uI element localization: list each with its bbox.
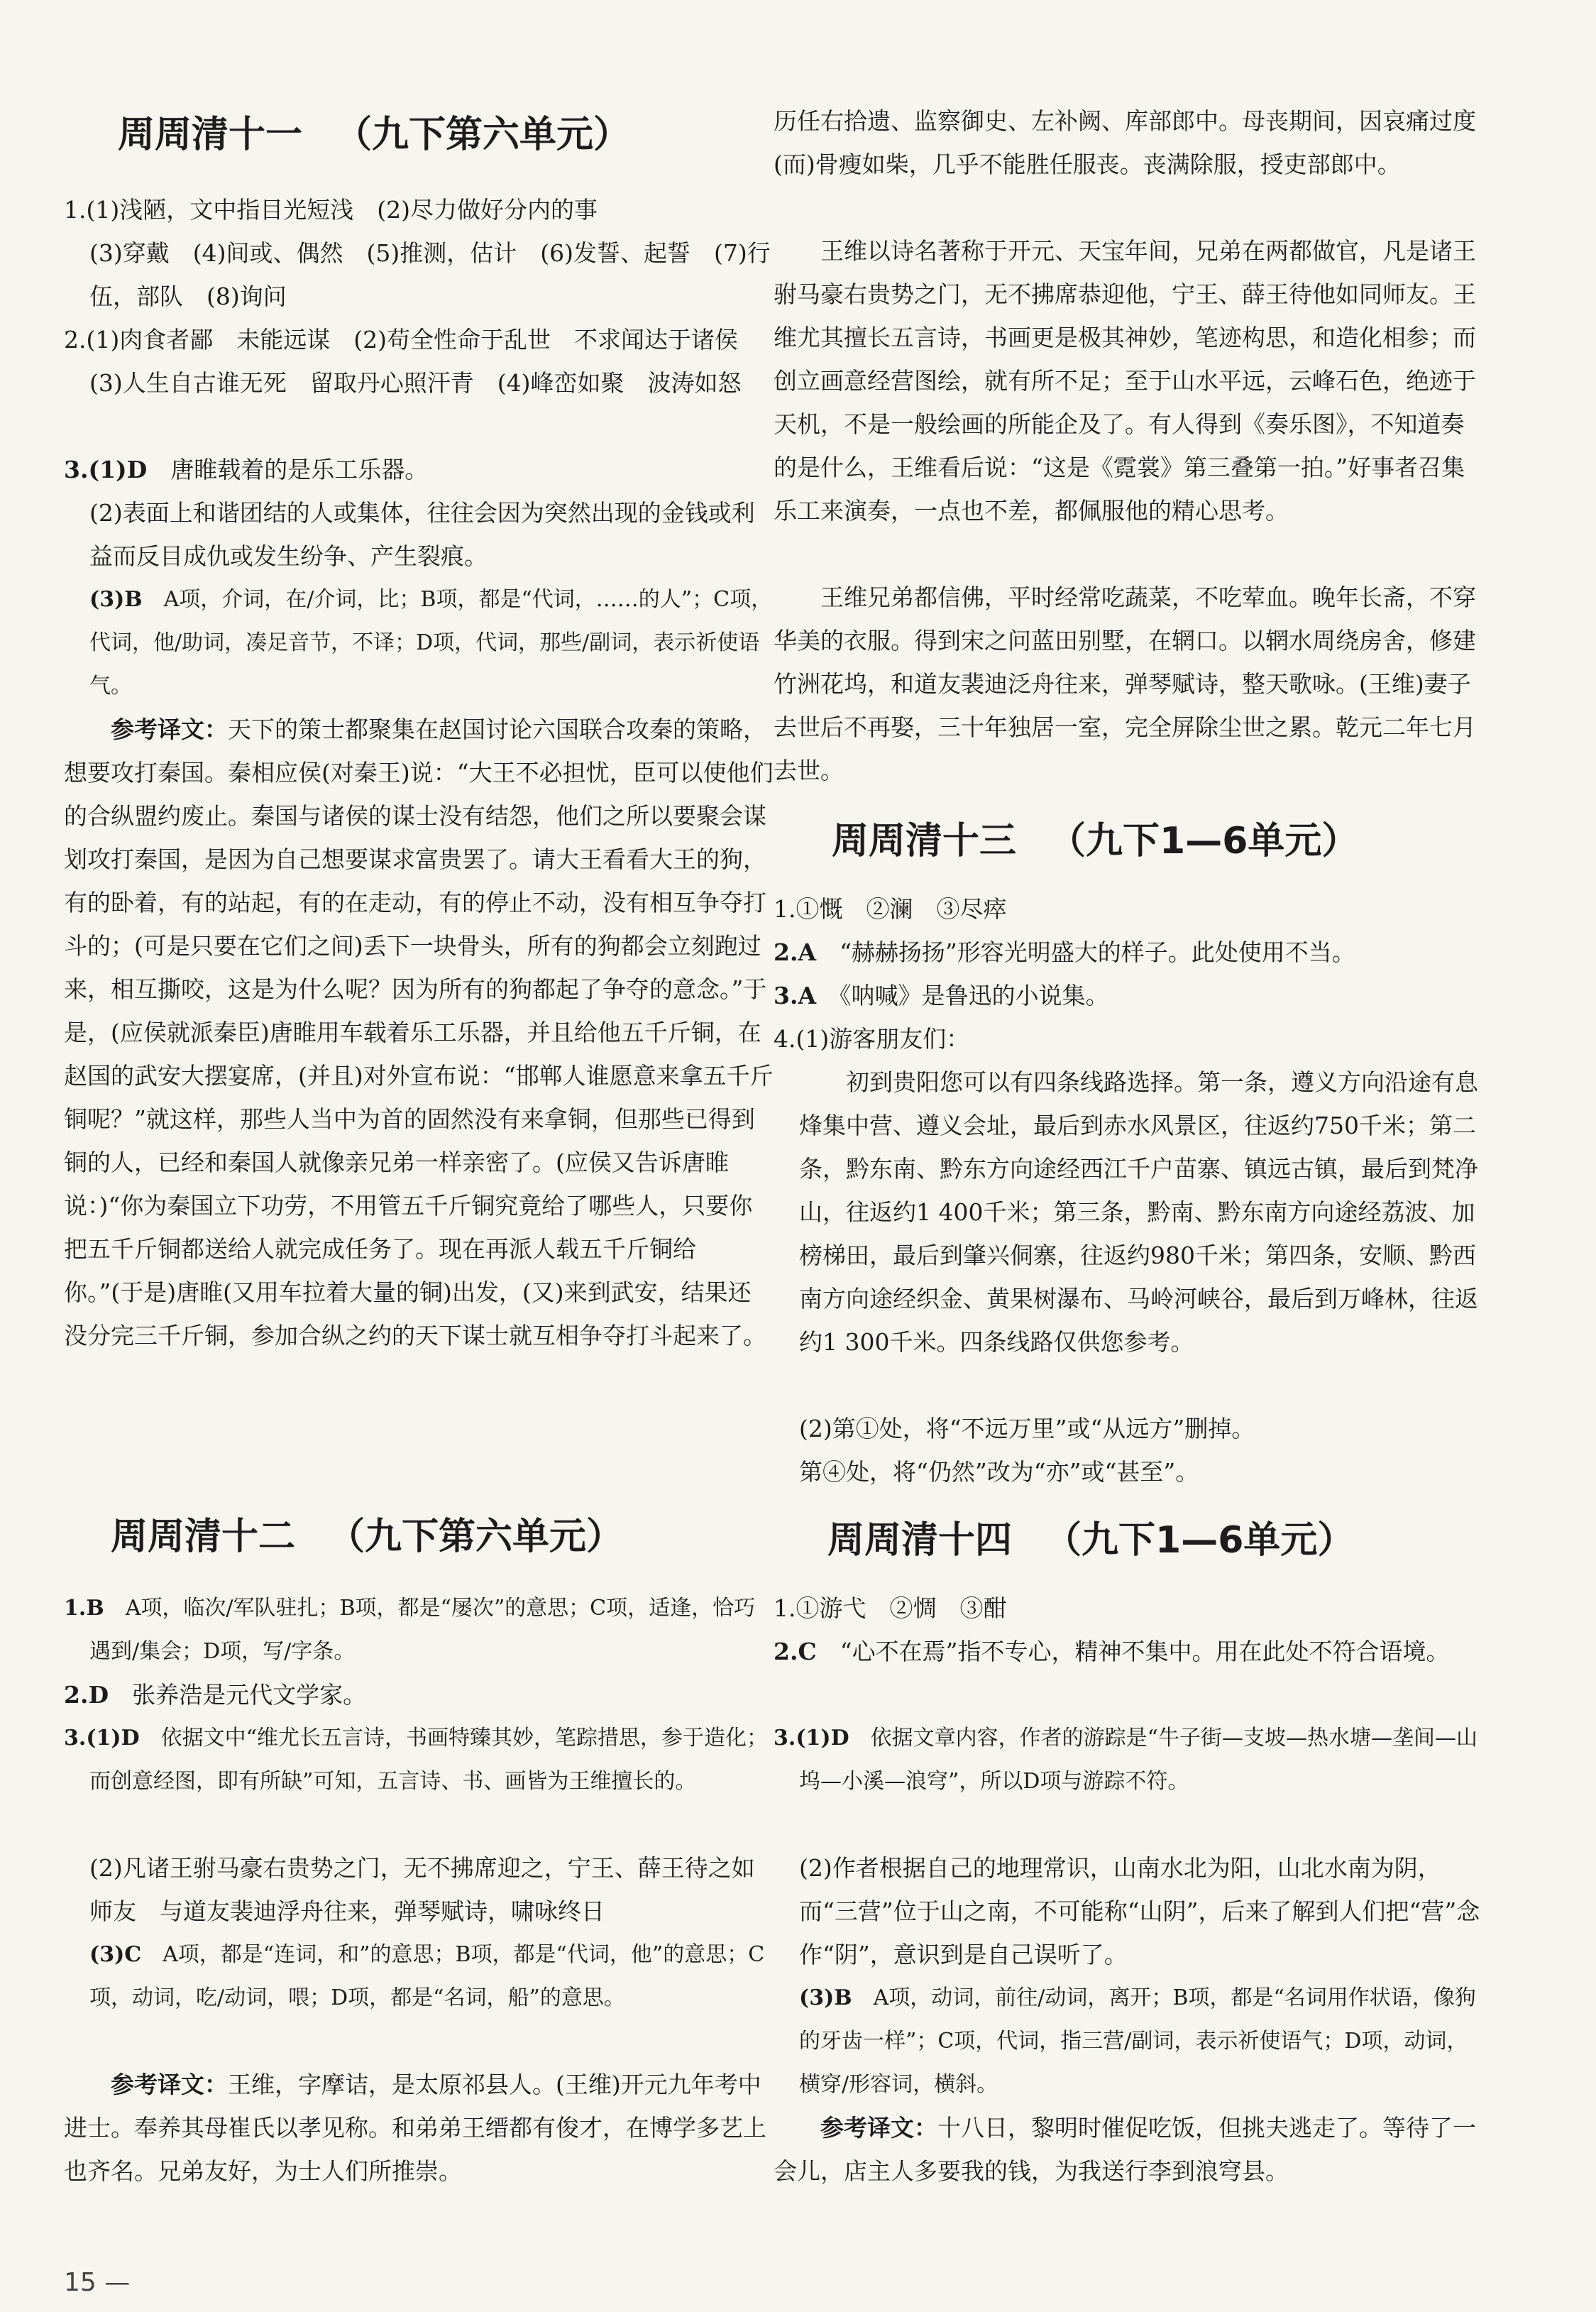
s12-q3-3: (3)C A项，都是“连词，和”的意思；B项，都是“代词，他”的意思；C项，动词，吃/动词，喂；D项，都是“名词，船”的意思。 [89,1942,765,2010]
s13-q4-1: 4.(1)游客朋友们： [774,1025,970,1053]
s13-q4-2b: 第④处，将“仍然”改为“亦”或“甚至”。 [799,1458,1199,1486]
s14-q1: 1.①游弋 ②惆 ③酣 [774,1594,1007,1622]
section-13-heading: 周周清十三 （九下1—6单元） [832,820,1359,862]
s14-q3-1: 3.(1)D 依据文章内容，作者的游踪是“牛子街—支坡—热水塘—垄间—山坞—小溪—浪穹”，所以D项与游踪不符。 [774,1726,1477,1794]
s11-q2: 2.(1)肉食者鄙 未能远谋 (2)苟全性命于乱世 不求闻达于诸侯 (3)人生自古谁无死 留取丹心照汗青 (4)峰峦如聚 波涛如怒 [64,326,761,397]
s13-q2: 2.A “赫赫扬扬”形容光明盛大的样子。此处使用不当。 [774,938,1355,966]
s11-q3-3: (3)B A项，介词，在/介词，比；B项，都是“代词，……的人”；C项，代词，他/助词，凑足音节，不译；D项，代词，那些/副词，表示祈使语气。 [89,587,773,698]
s12-q3-1: 3.(1)D 依据文中“维尤长五言诗，书画特臻其妙，笔踪措思，参于造化；而创意经图，即有所缺”可知，五言诗、书、画皆为王维擅长的。 [64,1726,768,1794]
s14-translation: 参考译文：十八日，黎明时催促吃饭，但挑夫逃走了。等待了一会儿，店主人多要我的钱，为我送行李到浪穹县。 [774,2114,1476,2185]
s13-q1: 1.①慨 ②澜 ③尽瘁 [774,895,1007,923]
s11-q3-1: 3.(1)D 唐睢载着的是乐工乐器。 [64,456,429,483]
s12-translation-cont-1: 历任右拾遗、监察御史、左补阙、库部郎中。母丧期间，因哀痛过度(而)骨瘦如柴，几乎不能胜任服丧。丧满除服，授吏部郎中。 [774,107,1476,178]
s13-q4-2a: (2)第①处，将“不远万里”或“从远方”删掉。 [799,1415,1255,1442]
s13-q4-body: 初到贵阳您可以有四条线路选择。第一条，遵义方向沿途有息烽集中营、遵义会址，最后到赤水风景区，往返约750千米；第二条，黔东南、黔东方向途经西江千户苗寨、镇远古镇，最后到梵净山，往返约1 400千米；第三条，黔南、黔东南方向途经荔波、加榜梯田，最后到肇兴侗寨，往返约980千米；第四条，安顺、黔西南方向途经织金、黄果树瀑布、马岭河峡谷，最后到万峰林，往返约1 300千米。四条线路仅供您参考。 [799,1068,1478,1356]
s14-q3-2: (2)作者根据自己的地理常识，山南水北为阳，山北水南为阴，而“三营”位于山之南，不可能称“山阴”，后来了解到人们把“营”念作“阴”，意识到是自己误听了。 [799,1854,1480,1968]
s14-q3-3: (3)B A项，动词，前往/动词，离开；B项，都是“名词用作状语，像狗的牙齿一样”；C项，代词，指三营/副词，表示祈使语气；D项，动词，横穿/形容词，横斜。 [799,1985,1476,2097]
s12-translation: 参考译文：王维，字摩诘，是太原祁县人。(王维)开元九年考中进士。奉养其母崔氏以孝见称。和弟弟王缙都有俊才，在博学多艺上也齐名。兄弟友好，为士人们所推崇。 [64,2071,766,2185]
section-12-heading: 周周清十二 （九下第六单元） [111,1516,624,1558]
s13-q3: 3.A 《呐喊》是鲁迅的小说集。 [774,982,1109,1009]
section-14-heading: 周周清十四 （九下1—6单元） [827,1519,1355,1562]
s11-q1-line2: (3)穿戴 (4)间或、偶然 (5)推测，估计 (6)发誓、起誓 (7)行伍，部队 (8)询问 [89,239,771,310]
s11-translation: 参考译文：天下的策士都聚集在赵国讨论六国联合攻秦的策略，想要攻打秦国。秦相应侯(对秦王)说：“大王不必担忧，臣可以使他们的合纵盟约废止。秦国与诸侯的谋士没有结怨，他们之所以要聚会谋划攻打秦国，是因为自己想要谋求富贵罢了。请大王看看大王的狗，有的卧着，有的站起，有的在走动，有的停止不动，没有相互争夺打斗的；(可是只要在它们之间)丢下一块骨头，所有的狗都会立刻跑过来，相互撕咬，这是为什么呢？因为所有的狗都起了争夺的意念。”于是，(应侯就派秦臣)唐睢用车载着乐工乐器，并且给他五千斤铜，在赵国的武安大摆宴席，(并且)对外宣布说：“邯郸人谁愿意来拿五千斤铜呢？”就这样，那些人当中为首的固然没有来拿铜，但那些已得到铜的人，已经和秦国人就像亲兄弟一样亲密了。(应侯又告诉唐睢说：)“你为秦国立下功劳，不用管五千斤铜究竟给了哪些人，只要你把五千斤铜都送给人就完成任务了。现在再派人载五千斤铜给你。”(于是)唐睢(又用车拉着大量的铜)出发，(又)来到武安，结果还没分完三千斤铜，参加合纵之约的天下谋士就互相争夺打斗起来了。 [64,716,774,1349]
s12-translation-cont-3: 王维兄弟都信佛，平时经常吃蔬菜，不吃荤血。晚年长斋，不穿华美的衣服。得到宋之问蓝田别墅，在辋口。以辋水周绕房舍，修建竹洲花坞，和道友裴迪泛舟往来，弹琴赋诗，整天歌咏。(王维)妻子去世后不再娶，三十年独居一室，完全屏除尘世之累。乾元二年七月去世。 [774,584,1476,784]
s11-q3-2: (2)表面上和谐团结的人或集体，往往会因为突然出现的金钱或利益而反目成仇或发生纷争、产生裂痕。 [89,499,755,570]
s12-q1: 1.B A项，临次/军队驻扎；B项，都是“屡次”的意思；C项，适逢，恰巧遇到/集会；D项，写/字条。 [64,1596,756,1664]
s11-q1-line1: 1.(1)浅陋，文中指目光短浅 (2)尽力做好分内的事 [64,196,598,224]
s12-q3-2: (2)凡诸王驸马豪右贵势之门，无不拂席迎之，宁王、薛王待之如师友 与道友裴迪浮舟往来，弹琴赋诗，啸咏终日 [89,1854,755,1925]
s14-q2: 2.C “心不在焉”指不专心，精神不集中。用在此处不符合语境。 [774,1638,1450,1665]
s12-q2: 2.D 张养浩是元代文学家。 [64,1681,367,1709]
section-11-heading: 周周清十一 （九下第六单元） [118,114,631,156]
s12-translation-cont-2: 王维以诗名著称于开元、天宝年间，兄弟在两都做官，凡是诸王驸马豪右贵势之门，无不拂席恭迎他，宁王、薛王待他如同师友。王维尤其擅长五言诗，书画更是极其神妙，笔迹构思，和造化相参；而创立画意经营图绘，就有所不足；至于山水平远，云峰石色，绝迹于天机，不是一般绘画的所能企及了。有人得到《奏乐图》，不知道奏的是什么，王维看后说：“这是《霓裳》第三叠第一拍。”好事者召集乐工来演奏，一点也不差，都佩服他的精心思考。 [774,237,1476,525]
page-number: 15 — [64,2268,131,2297]
